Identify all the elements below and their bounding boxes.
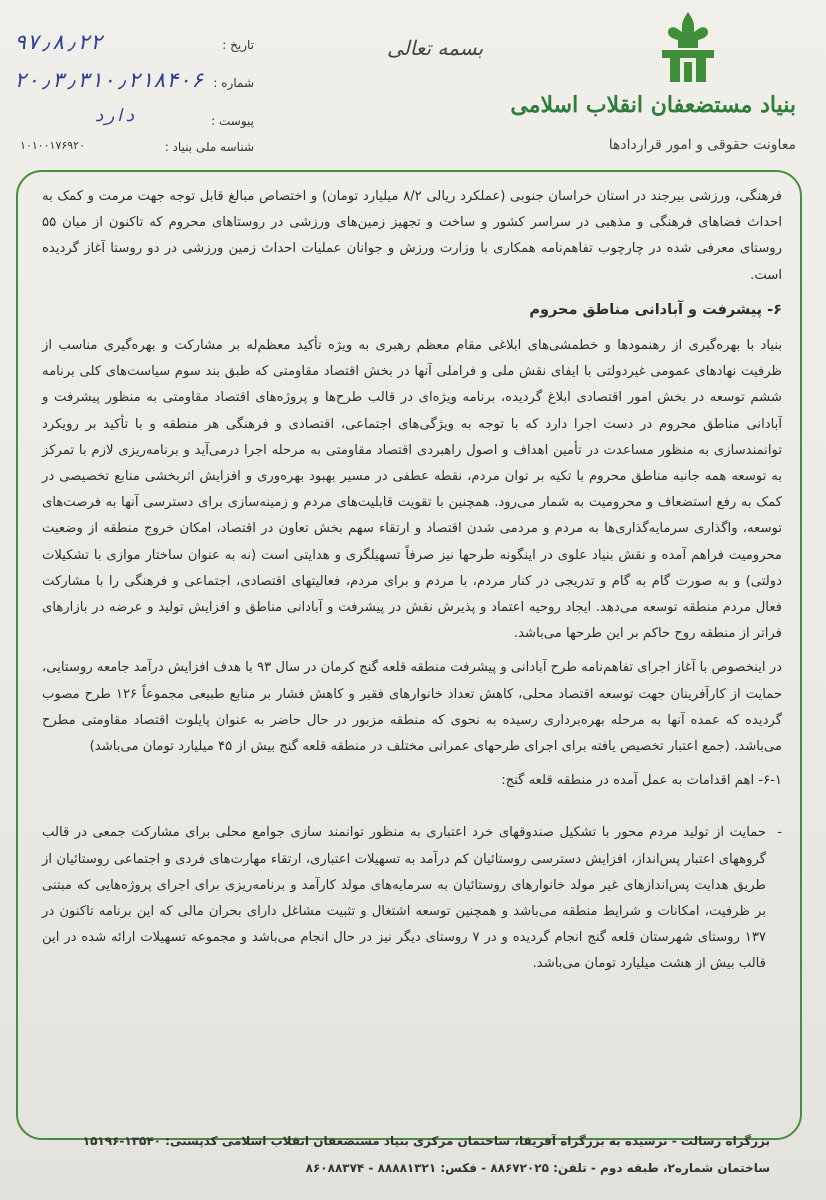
letter-body (42, 184, 782, 986)
paragraph-2: بنیاد با بهره‌گیری از رهنمودها و خطمشی‌های ابلاغی مقام معظم رهبری به ویژه تأکید معظم‌له بر مشارکت و بهره‌گیری مناسب از ظرفیت نهادهای عمومی غیردولتی با ایفای نقش ملی و فراملی آنها در بخش اقتصاد مقاومتی که طبق بند سوم سیاست‌های کلی برنامه ششم توسعه در بخش امور اقتصادی ابلاغ گردیده، برنامه ویژه‌ای در قالب طرح‌ها و پروژه‌های اقتصاد مقاومتی به منظور پیشرفت و آبادانی مناطق محروم در دست اجرا دارد که با توجه به ویژگی‌های اجتماعی، اقتصادی و فرهنگی هر منطقه و با تأکید بر رویکرد توانمندسازی به منظور مساعدت در تأمین اهداف و اصول راهبردی اقتصاد مقاومتی به مرحله اجرا درمی‌آید و برنامه‌ریزی لازم با تمرکز به توسعه همه جانبه مناطق محروم با تکیه بر توان مردم، نقطه عطفی در مسیر بهبود بهره‌وری و افزایش اثربخشی منابع تخصیصی در کمک به رفع استضعاف و محرومیت به شمار می‌رود. همچنین با تقویت قابلیت‌های مردم و زمینه‌سازی برای دسترسی آنها به فرصت‌های توسعه، واگذاری سرمایه‌گذاری‌ها به مردم و مردمی شدن اقتصاد و ارتقاء سهم بخش تعاون در اقتصاد، امکان خروج منطقه از وضعیت محرومیت فراهم آمده و نقش بنیاد علوی در اینگونه طرحها نیز صرفاً تسهیلگری و هدایتی است (نه به عنوان ساختار موازی با تشکیلات دولتی) و به صورت گام به گام و تدریجی در کنار مردم، با مردم و برای مردم، فعالیتهای اقتصادی، اجتماعی و فرهنگی را با مشارکت فعال مردم منطقه توسعه می‌دهد. ایجاد روحیه اعتماد و پذیرش نقش در پیشرفت و آبادانی مناطق و افزایش تولید و عرضه در بازارهای فراتر از منطقه روح حاکم بر این طرحها می‌باشد. (42, 338, 782, 642)
subsection-heading: ۶-۱- اهم اقدامات به عمل آمده در منطقه قلعه گنج: (501, 773, 782, 789)
number-label: شماره : (213, 76, 254, 90)
bismillah-heading: بسمه تعالی (386, 36, 484, 60)
national-id-label: شناسه ملی بنیاد : (164, 140, 254, 154)
number-value: ۲۰٫۳٫۳۱۰٫۲۱۸۴۰۶ (14, 68, 204, 92)
footer-address: بزرگراه رسالت - نرسیده به بزرگراه آفریقا، ساختمان مرکزی بنیاد مستضعفان انقلاب اسلامی کدپستی: ۱۳۵۴۰-۱۵۱۹۶ (82, 1134, 770, 1148)
paragraph-3: در اینخصوص با آغاز اجرای تفاهم‌نامه طرح آبادانی و پیشرفت منطقه قلعه گنج کرمان در سال ۹۳ با هدف افزایش درآمد جامعه روستایی، حمایت از کارآفرینان جهت توسعه اقتصاد محلی، کاهش تعداد خانوارهای فقیر و کاهش فشار بر منابع طبیعی مجموعاً ۱۲۶ طرح مصوب گردیده که عمده آنها به مرحله بهره‌برداری رسیده به نحوی که منطقه مزبور در حال حاضر به عنوان پایلوت اقتصاد مقاومتی مطرح می‌باشد. (جمع اعتبار تخصیص یافته برای اجرای طرحهای عمرانی مختلف در منطقه قلعه گنج بیش از ۴۵ میلیارد تومان می‌باشد) (41, 660, 783, 755)
organization-name: بنیاد مستضعفان انقلاب اسلامی (510, 92, 796, 118)
number-row (14, 68, 254, 98)
section-heading: ۶- پیشرفت و آبادانی مناطق محروم (529, 301, 782, 318)
paragraph-1: فرهنگی، ورزشی بیرجند در استان خراسان جنوبی (عملکرد ریالی ۸/۲ میلیارد تومان) و اختصاص مبالغ قابل توجه جهت مرمت و کمک به احداث فضاهای فرهنگی و مذهبی در سراسر کشور و ساخت و تجهیز زمین‌های ورزشی در روستاهای محروم که تاکنون از میان ۵۵ روستای معرفی شده در چارچوب تفاهم‌نامه همکاری با وزارت ورزش و جوانان عملیات احداث زمین ورزشی در دو روستا آغاز گردیده است. (42, 189, 782, 283)
attachment-row (14, 106, 254, 136)
bullet-item: - حمایت از تولید مردم محور با تشکیل صندوقهای خرد اعتباری به منظور توانمند سازی جوامع محلی برای مشارکت جمعی در قالب گروههای اعتبار پس‌انداز، افزایش دسترسی روستائیان کم درآمد به تسهیلات اعتباری، ارتقاء مهارت‌های فردی و اجتماعی روستائیان از طریق هدایت پس‌اندازهای غیر مولد خانوارهای روستائیان به سرمایه‌های مولد کارآمد و برنامه‌ریزی برای اجرای پروژه‌هایی که مبتنی بر ظرفیت، امکانات و شرایط منطقه می‌باشد و همچنین توسعه اشتغال و تثبیت مشاغل دارای بحران مالی که این برنامه تاکنون در ۱۳۷ روستای شهرستان قلعه گنج انجام گردیده و در ۷ روستای دیگر نیز در حال انجام می‌باشد و مجموعه تسهیلات ارائه شده در این قالب بیش از هشت میلیارد تومان می‌باشد. (42, 820, 782, 977)
letter-footer (70, 1128, 770, 1182)
organization-unit: معاونت حقوقی و امور قراردادها (608, 137, 796, 153)
attachment-value: دارد (94, 106, 135, 126)
national-id-value: ۱۰۱۰۰۱۷۶۹۲۰ (20, 139, 85, 152)
date-value: ۹۷٫۸٫۲۲ (14, 30, 103, 54)
date-label: تاریخ : (222, 38, 254, 52)
footer-contact: ساختمان شماره۲، طبقه دوم - تلفن: ۸۸۶۷۲۰۲۵ - فکس: ۸۸۸۸۱۳۲۱ - ۸۶۰۸۸۳۷۴ (305, 1161, 770, 1175)
national-id-row (14, 136, 254, 162)
date-row (14, 30, 254, 60)
bonyad-emblem-icon (656, 10, 720, 86)
attachment-label: پیوست : (211, 114, 254, 128)
letter-metadata (14, 28, 254, 168)
